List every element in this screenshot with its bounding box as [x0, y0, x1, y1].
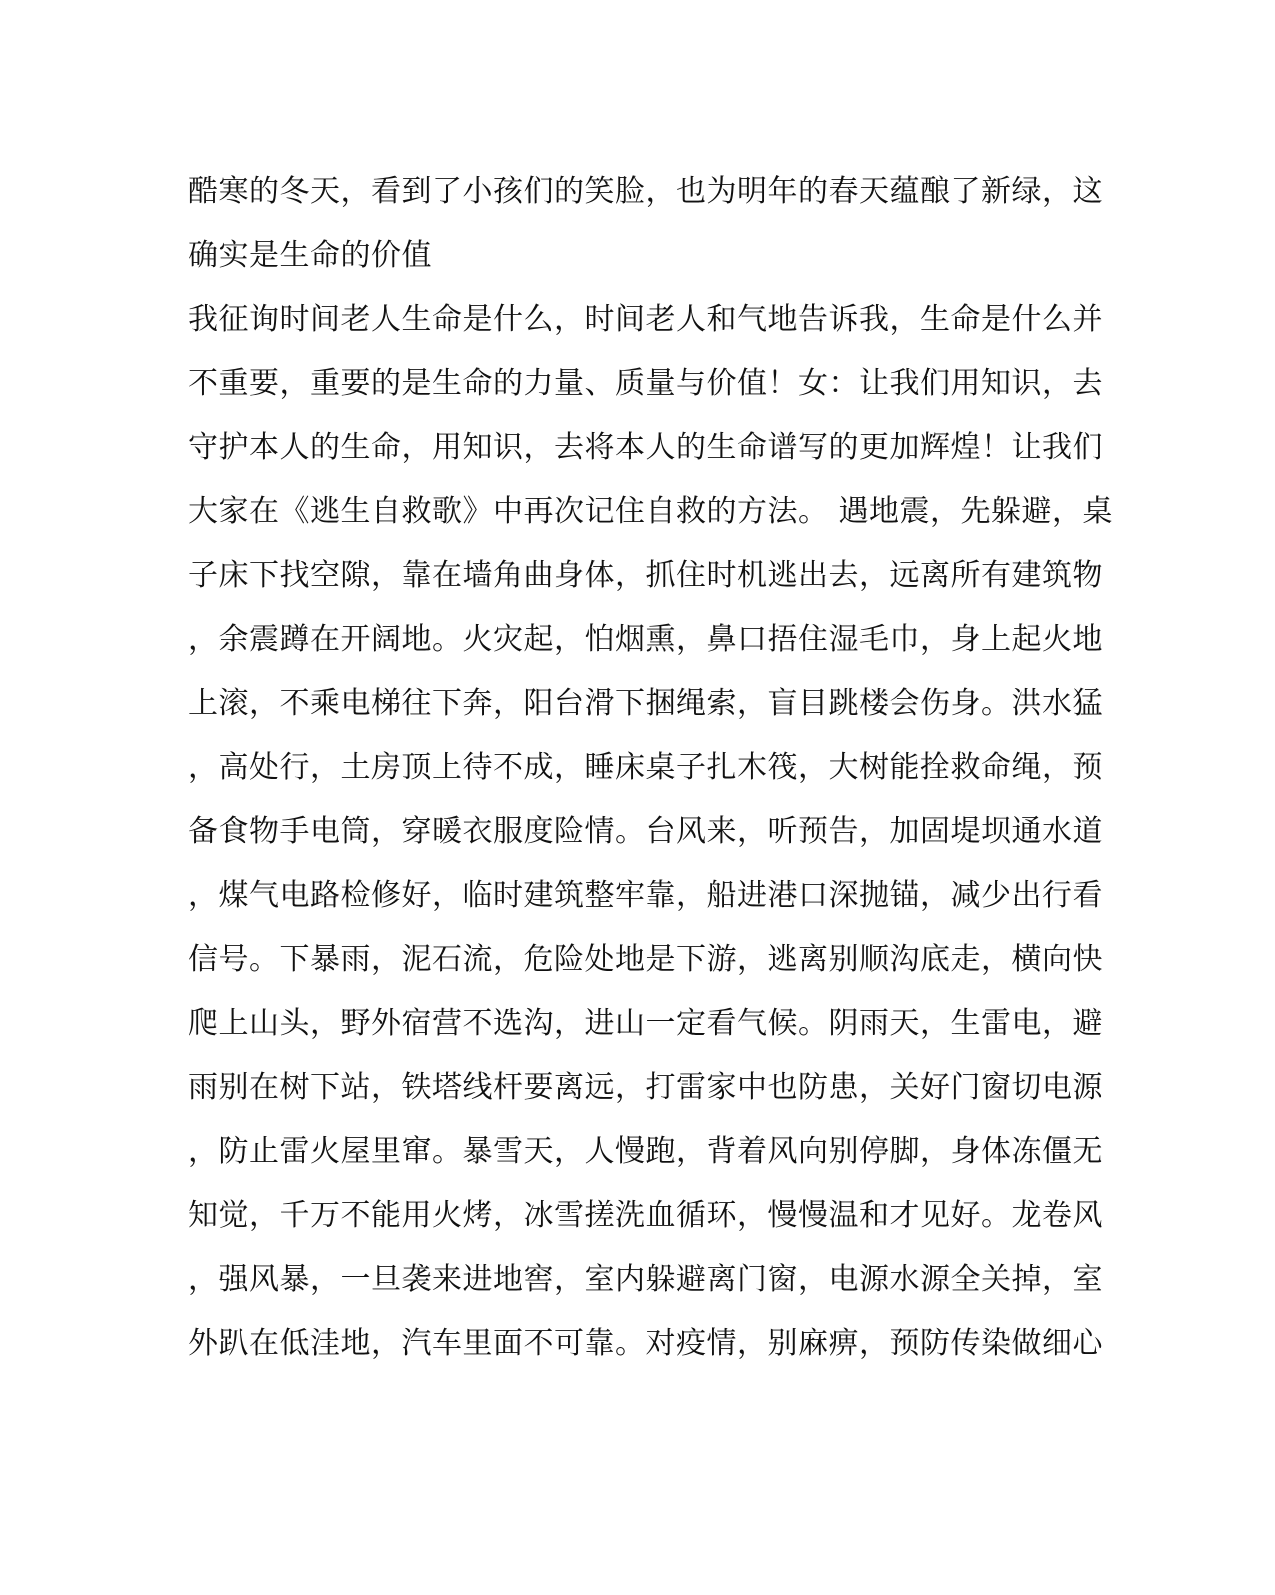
text-line: 备食物手电筒，穿暖衣服度险情。台风来，听预告，加固堤坝通水道 — [188, 814, 1103, 849]
text-line: ，强风暴，一旦袭来进地窖，室内躲避离门窗，电源水源全关掉，室 — [188, 1262, 1103, 1297]
body-text — [188, 160, 1114, 1376]
text-line: 酷寒的冬天，看到了小孩们的笑脸，也为明年的春天蕴酿了新绿，这 — [188, 174, 1103, 209]
text-line: 确实是生命的价值 — [188, 238, 432, 273]
text-line: ，煤气电路检修好，临时建筑整牢靠，船进港口深抛锚，减少出行看 — [188, 878, 1103, 913]
text-line: 大家在《逃生自救歌》中再次记住自救的方法。 遇地震，先躲避，桌 — [188, 494, 1114, 529]
text-line: 上滚，不乘电梯往下奔，阳台滑下捆绳索，盲目跳楼会伤身。洪水猛 — [188, 686, 1103, 721]
text-line: 雨别在树下站，铁塔线杆要离远，打雷家中也防患，关好门窗切电源 — [188, 1070, 1103, 1105]
text-line: 不重要，重要的是生命的力量、质量与价值！女：让我们用知识，去 — [188, 366, 1103, 401]
text-line: 外趴在低洼地，汽车里面不可靠。对疫情，别麻痹，预防传染做细心 — [188, 1326, 1103, 1361]
text-line: 信号。下暴雨，泥石流，危险处地是下游，逃离别顺沟底走，横向快 — [188, 942, 1103, 977]
text-line: ，防止雷火屋里窜。暴雪天，人慢跑，背着风向别停脚，身体冻僵无 — [188, 1134, 1103, 1169]
text-line: 知觉，千万不能用火烤，冰雪搓洗血循环，慢慢温和才见好。龙卷风 — [188, 1198, 1103, 1233]
text-line: 守护本人的生命，用知识，去将本人的生命谱写的更加辉煌！让我们 — [188, 430, 1103, 465]
text-line: ，高处行，土房顶上待不成，睡床桌子扎木筏，大树能拴救命绳，预 — [188, 750, 1103, 785]
text-line: 我征询时间老人生命是什么，时间老人和气地告诉我，生命是什么并 — [188, 302, 1103, 337]
text-line: 爬上山头，野外宿营不选沟，进山一定看气候。阴雨天，生雷电，避 — [188, 1006, 1103, 1041]
text-line: ，余震蹲在开阔地。火灾起，怕烟熏，鼻口捂住湿毛巾，身上起火地 — [188, 622, 1103, 657]
text-line: 子床下找空隙，靠在墙角曲身体，抓住时机逃出去，远离所有建筑物 — [188, 558, 1103, 593]
